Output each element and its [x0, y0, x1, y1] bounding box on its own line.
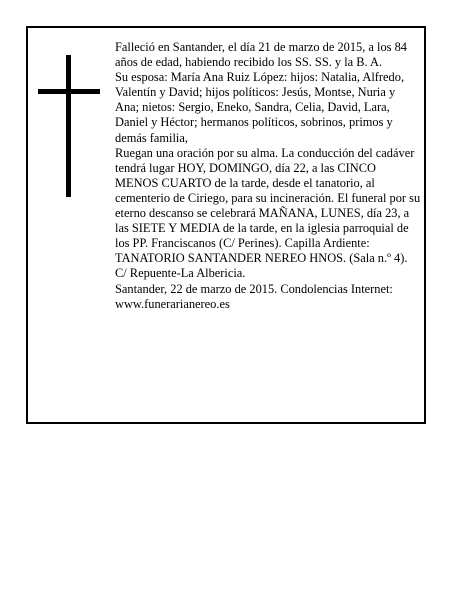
family-list-paragraph: Su esposa: María Ana Ruiz López: hijos: Natalia, Alfredo, Valentín y David; hijos políticos: Jesús, Montse, Nuria y Ana; nietos: Sergio, Eneko, Sandra, Celia, David, Lara, Daniel y Héctor; hermanos políticos, sobrinos, primos y demás familia,	[115, 70, 405, 145]
death-announcement-paragraph: Falleció en Santander, el día 21 de marzo de 2015, a los 84 años de edad, habiendo recibido los SS. SS. y la B. A.	[115, 40, 407, 70]
cross-vertical-bar	[66, 55, 71, 197]
obituary-notice	[26, 26, 426, 424]
obituary-text	[115, 40, 421, 312]
date-and-condolences-paragraph: Santander, 22 de marzo de 2015. Condolencias Internet: www.funerarianereo.es	[115, 281, 393, 311]
latin-cross-icon	[38, 55, 100, 197]
cross-horizontal-bar	[38, 89, 100, 94]
funeral-details-paragraph: Ruegan una oración por su alma. La conducción del cadáver tendrá lugar HOY, DOMINGO, día 22, a las CINCO MENOS CUARTO de la tarde, desde el tanatorio, al cementerio de Ciriego, para su incineración. El funeral por su eterno descanso se celebrará MAÑANA, LUNES, día 23, a las SIETE Y MEDIA de la tarde, en la iglesia parroquial de los PP. Franciscanos (C/ Perines). Capilla Ardiente: TANATORIO SANTANDER NEREO HNOS. (Sala n.º 4). C/ Repuente-La Albericia.	[115, 145, 421, 281]
